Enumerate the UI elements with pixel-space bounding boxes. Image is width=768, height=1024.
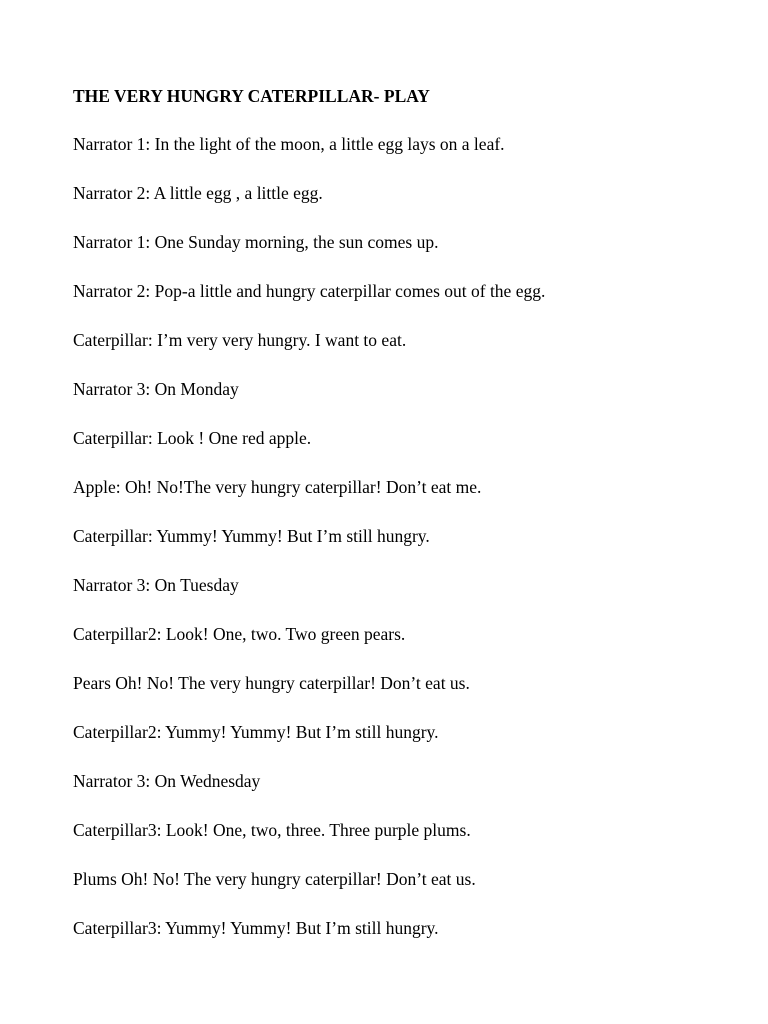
script-line: Plums Oh! No! The very hungry caterpillar! Don’t eat us. bbox=[73, 869, 476, 889]
script-line: Apple: Oh! No!The very hungry caterpillar! Don’t eat me. bbox=[73, 477, 482, 497]
script-line: Narrator 3: On Tuesday bbox=[73, 575, 239, 595]
script-line: Narrator 1: In the light of the moon, a little egg lays on a leaf. bbox=[73, 134, 505, 154]
script-line: Caterpillar2: Look! One, two. Two green pears. bbox=[73, 624, 406, 644]
script-lines bbox=[73, 134, 545, 967]
script-line: Narrator 3: On Monday bbox=[73, 379, 239, 399]
script-line: Caterpillar3: Yummy! Yummy! But I’m still hungry. bbox=[73, 918, 439, 938]
script-line: Caterpillar: I’m very very hungry. I want to eat. bbox=[73, 330, 407, 350]
script-line: Caterpillar2: Yummy! Yummy! But I’m still hungry. bbox=[73, 722, 439, 742]
script-line: Pears Oh! No! The very hungry caterpillar! Don’t eat us. bbox=[73, 673, 470, 693]
script-line: Caterpillar: Look ! One red apple. bbox=[73, 428, 312, 448]
script-line: Narrator 3: On Wednesday bbox=[73, 771, 261, 791]
script-line: Caterpillar: Yummy! Yummy! But I’m still hungry. bbox=[73, 526, 430, 546]
script-line: Caterpillar3: Look! One, two, three. Three purple plums. bbox=[73, 820, 471, 840]
document-title: THE VERY HUNGRY CATERPILLAR- PLAY bbox=[73, 86, 430, 106]
script-line: Narrator 2: Pop-a little and hungry caterpillar comes out of the egg. bbox=[73, 281, 546, 301]
script-line: Narrator 2: A little egg , a little egg. bbox=[73, 183, 323, 203]
script-line: Narrator 1: One Sunday morning, the sun comes up. bbox=[73, 232, 439, 252]
